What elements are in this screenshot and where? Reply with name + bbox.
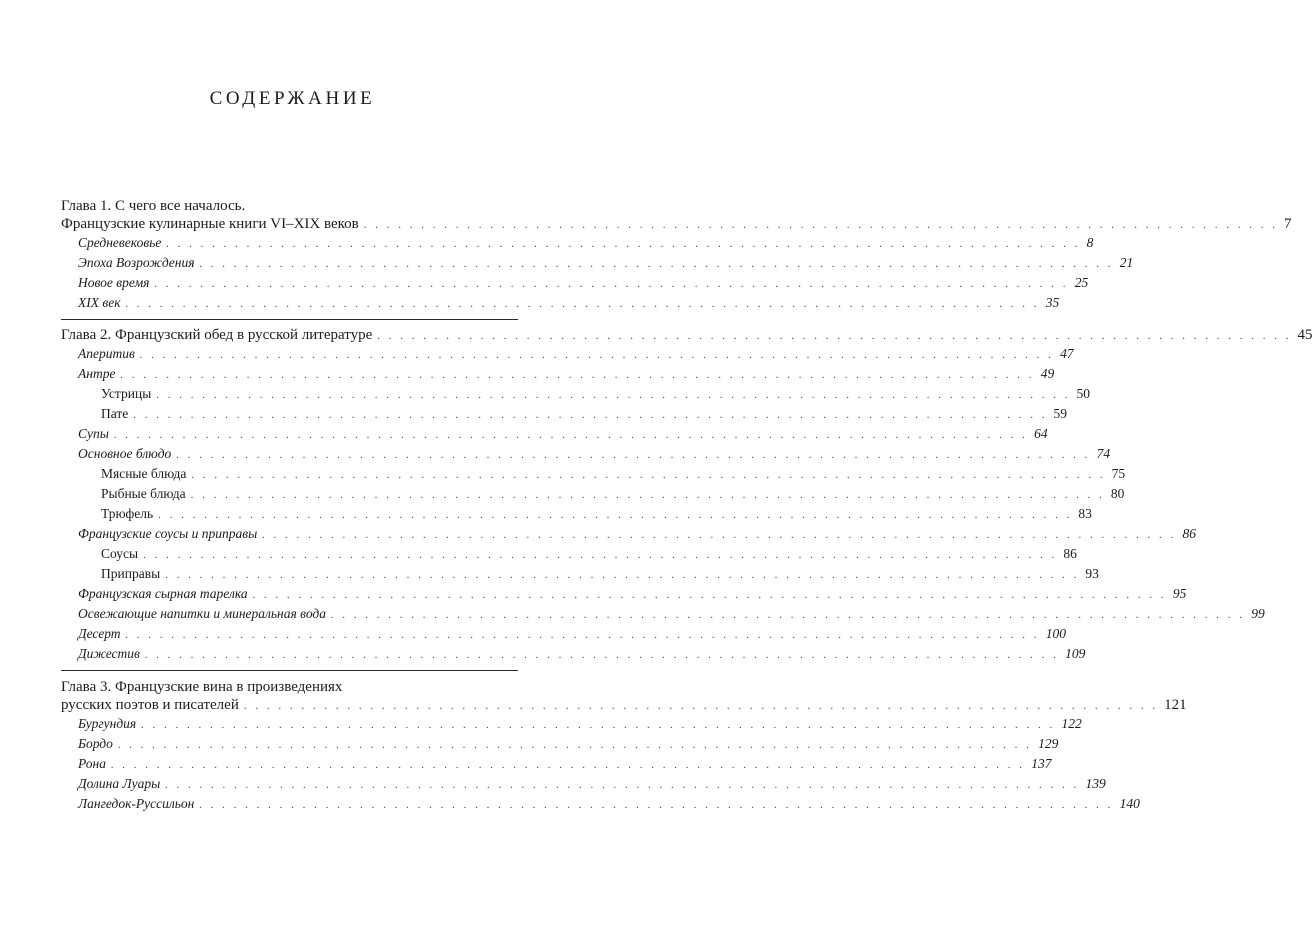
toc-entry-label: русских поэтов и писателей	[61, 697, 239, 713]
dot-leader: . . . . . . . . . . . . . . . . . . . . . . . . . . . . . . . . . . . . . . . . . . . . . . . . . . . . . . . . . . . . . . . . . . . . . . . . . . . . . . . .	[331, 609, 1246, 621]
dot-leader: . . . . . . . . . . . . . . . . . . . . . . . . . . . . . . . . . . . . . . . . . . . . . . . . . . . . . . . . . . . . . . . . . . . . . . . . . . . . . . . .	[166, 238, 1081, 250]
toc-entry-label: Освежающие напитки и минеральная вода	[78, 606, 326, 621]
toc-entry-label: Лангедок-Руссильон	[78, 796, 195, 811]
dot-leader: . . . . . . . . . . . . . . . . . . . . . . . . . . . . . . . . . . . . . . . . . . . . . . . . . . . . . . . . . . . . . . . . . . . . . . . . . . . . . . . .	[165, 569, 1080, 581]
dot-leader: . . . . . . . . . . . . . . . . . . . . . . . . . . . . . . . . . . . . . . . . . . . . . . . . . . . . . . . . . . . . . . . . . . . . . . . . . . . . . . . .	[199, 799, 1114, 811]
dot-leader: . . . . . . . . . . . . . . . . . . . . . . . . . . . . . . . . . . . . . . . . . . . . . . . . . . . . . . . . . . . . . . . . . . . . . . . . . . . . . . . .	[113, 429, 1029, 441]
toc-page-number: 64	[1034, 426, 1048, 441]
chapter-title: Глава 3. Французские вина в произведениях	[61, 679, 343, 695]
toc-page-number: 140	[1119, 796, 1140, 811]
toc-page-number: 80	[1110, 486, 1125, 501]
toc-page-number: 109	[1065, 646, 1086, 661]
dot-leader: . . . . . . . . . . . . . . . . . . . . . . . . . . . . . . . . . . . . . . . . . . . . . . . . . . . . . . . . . . . . . . . . . . . . . . . . . . . . . . . .	[243, 700, 1159, 712]
dot-leader: . . . . . . . . . . . . . . . . . . . . . . . . . . . . . . . . . . . . . . . . . . . . . . . . . . . . . . . . . . . . . . . . . . . . . . . . . . . . . . . .	[252, 589, 1167, 601]
dot-leader: . . . . . . . . . . . . . . . . . . . . . . . . . . . . . . . . . . . . . . . . . . . . . . . . . . . . . . . . . . . . . . . . . . . . . . . . . . . . . . . .	[117, 739, 1033, 751]
page-title: СОДЕРЖАНИЕ	[209, 88, 376, 109]
toc-entry-label: Супы	[78, 426, 109, 441]
dot-leader: . . . . . . . . . . . . . . . . . . . . . . . . . . . . . . . . . . . . . . . . . . . . . . . . . . . . . . . . . . . . . . . . . . . . . . . . . . . . . . . .	[141, 719, 1056, 731]
subsection-entry	[61, 466, 1126, 486]
section-entry	[61, 446, 1111, 466]
toc-page-number: 129	[1038, 736, 1059, 751]
toc-entry-label: Французские кулинарные книги VI–XIX веков	[61, 216, 359, 232]
toc-page-number: 45	[1297, 327, 1313, 343]
chapter-divider	[61, 319, 518, 320]
toc-page-number: 86	[1182, 526, 1196, 541]
section-entry	[61, 736, 1059, 756]
dot-leader: . . . . . . . . . . . . . . . . . . . . . . . . . . . . . . . . . . . . . . . . . . . . . . . . . . . . . . . . . . . . . . . . . . . . . . . . . . . . . . . .	[144, 649, 1060, 661]
toc-page-number: 83	[1078, 506, 1092, 521]
toc-entry-label: Пате	[101, 406, 129, 421]
subsection-entry	[61, 486, 1125, 506]
toc-page-number: 137	[1031, 756, 1052, 771]
dot-leader: . . . . . . . . . . . . . . . . . . . . . . . . . . . . . . . . . . . . . . . . . . . . . . . . . . . . . . . . . . . . . . . . . . . . . . . . . . . . . . . .	[158, 509, 1073, 521]
dot-leader: . . . . . . . . . . . . . . . . . . . . . . . . . . . . . . . . . . . . . . . . . . . . . . . . . . . . . . . . . . . . . . . . . . . . . . . . . . . . . . . .	[165, 779, 1080, 791]
toc-page-number: 122	[1061, 716, 1082, 731]
section-entry	[61, 526, 1196, 546]
chapter-entry	[61, 327, 1313, 346]
toc-entry-label: Бургундия	[78, 716, 137, 731]
toc-page-number: 100	[1045, 626, 1067, 641]
dot-leader: . . . . . . . . . . . . . . . . . . . . . . . . . . . . . . . . . . . . . . . . . . . . . . . . . . . . . . . . . . . . . . . . . . . . . . . . . . . . . . . .	[154, 278, 1069, 290]
toc-entry-label: Эпоха Возрождения	[78, 255, 195, 270]
section-entry	[61, 586, 1187, 606]
toc-entry-label: Дижестив	[78, 646, 140, 661]
dot-leader: . . . . . . . . . . . . . . . . . . . . . . . . . . . . . . . . . . . . . . . . . . . . . . . . . . . . . . . . . . . . . . . . . . . . . . . . . . . . . . . .	[139, 349, 1055, 361]
toc-page-number: 35	[1045, 295, 1060, 310]
toc-entry-label: Мясные блюда	[101, 466, 187, 481]
toc-page-number: 50	[1076, 386, 1091, 401]
dot-leader: . . . . . . . . . . . . . . . . . . . . . . . . . . . . . . . . . . . . . . . . . . . . . . . . . . . . . . . . . . . . . . . . . . . . . . . . . . . . . . . .	[125, 298, 1040, 310]
toc-page-number: 59	[1053, 406, 1068, 421]
toc-page-number: 7	[1284, 216, 1292, 232]
toc-entry-label: Французская сырная тарелка	[78, 586, 248, 601]
dot-leader: . . . . . . . . . . . . . . . . . . . . . . . . . . . . . . . . . . . . . . . . . . . . . . . . . . . . . . . . . . . . . . . . . . . . . . . . . . . . . . . .	[191, 469, 1106, 481]
toc-page-number: 75	[1111, 466, 1126, 481]
dot-leader: . . . . . . . . . . . . . . . . . . . . . . . . . . . . . . . . . . . . . . . . . . . . . . . . . . . . . . . . . . . . . . . . . . . . . . . . . . . . . . . .	[199, 258, 1114, 270]
toc-page-number: 139	[1085, 776, 1106, 791]
section-entry	[61, 626, 1067, 646]
subsection-entry	[61, 566, 1099, 586]
dot-leader: . . . . . . . . . . . . . . . . . . . . . . . . . . . . . . . . . . . . . . . . . . . . . . . . . . . . . . . . . . . . . . . . . . . . . . . . . . . . . . . .	[363, 219, 1279, 231]
toc-entry-label: Рона	[78, 756, 106, 771]
section-entry	[61, 716, 1082, 736]
toc-entry-label: XIX век	[78, 295, 121, 310]
dot-leader: . . . . . . . . . . . . . . . . . . . . . . . . . . . . . . . . . . . . . . . . . . . . . . . . . . . . . . . . . . . . . . . . . . . . . . . . . . . . . . . .	[262, 529, 1177, 541]
section-entry	[61, 255, 1134, 275]
toc-entry-label: Аперитив	[78, 346, 135, 361]
dot-leader: . . . . . . . . . . . . . . . . . . . . . . . . . . . . . . . . . . . . . . . . . . . . . . . . . . . . . . . . . . . . . . . . . . . . . . . . . . . . . . . .	[110, 759, 1026, 771]
section-entry	[61, 646, 1086, 666]
chapter-entry	[61, 697, 1187, 716]
chapter-entry	[61, 216, 1292, 235]
toc-page-number: 95	[1172, 586, 1187, 601]
subsection-entry	[61, 406, 1068, 426]
toc-entry-label: Долина Луары	[78, 776, 161, 791]
toc-entry-label: Десерт	[78, 626, 121, 641]
dot-leader: . . . . . . . . . . . . . . . . . . . . . . . . . . . . . . . . . . . . . . . . . . . . . . . . . . . . . . . . . . . . . . . . . . . . . . . . . . . . . . . .	[125, 629, 1040, 641]
section-entry	[61, 426, 1048, 446]
subsection-entry	[61, 506, 1092, 526]
section-entry	[61, 275, 1089, 295]
chapter-block	[61, 675, 1187, 816]
dot-leader: . . . . . . . . . . . . . . . . . . . . . . . . . . . . . . . . . . . . . . . . . . . . . . . . . . . . . . . . . . . . . . . . . . . . . . . . . . . . . . . .	[377, 330, 1292, 342]
toc-page-number: 86	[1063, 546, 1077, 561]
section-entry	[61, 295, 1060, 315]
toc-entry-label: Трюфель	[101, 506, 154, 521]
toc-page-number: 99	[1251, 606, 1265, 621]
chapter-block	[61, 194, 1292, 315]
section-entry	[61, 776, 1106, 796]
toc-page-number: 21	[1119, 255, 1134, 270]
chapter-title: Глава 1. С чего все началось.	[61, 198, 246, 214]
section-entry	[61, 606, 1265, 626]
toc-entry-label: Рыбные блюда	[101, 486, 186, 501]
toc-entry-label: Антре	[78, 366, 116, 381]
toc-entry-label: Соусы	[101, 546, 139, 561]
dot-leader: . . . . . . . . . . . . . . . . . . . . . . . . . . . . . . . . . . . . . . . . . . . . . . . . . . . . . . . . . . . . . . . . . . . . . . . . . . . . . . . .	[143, 549, 1058, 561]
toc-page-number: 121	[1164, 697, 1187, 713]
dot-leader: . . . . . . . . . . . . . . . . . . . . . . . . . . . . . . . . . . . . . . . . . . . . . . . . . . . . . . . . . . . . . . . . . . . . . . . . . . . . . . . .	[190, 489, 1105, 501]
toc-page-number: 49	[1040, 366, 1055, 381]
toc-page-number: 25	[1074, 275, 1089, 290]
toc-entry-label: Новое время	[78, 275, 150, 290]
section-entry	[61, 366, 1055, 386]
dot-leader: . . . . . . . . . . . . . . . . . . . . . . . . . . . . . . . . . . . . . . . . . . . . . . . . . . . . . . . . . . . . . . . . . . . . . . . . . . . . . . . .	[176, 449, 1091, 461]
toc-page-number: 93	[1085, 566, 1099, 581]
toc-page-number: 47	[1060, 346, 1074, 361]
section-entry	[61, 756, 1052, 776]
section-entry	[61, 796, 1140, 816]
chapter-block	[61, 324, 1313, 666]
toc-entry-label: Средневековье	[78, 235, 162, 250]
toc-entry-label: Бордо	[78, 736, 113, 751]
toc-entry-label: Устрицы	[101, 386, 152, 401]
toc-entry-label: Приправы	[101, 566, 161, 581]
toc-entry-label: Глава 2. Французский обед в русской литературе	[61, 327, 373, 343]
subsection-entry	[61, 546, 1077, 566]
dot-leader: . . . . . . . . . . . . . . . . . . . . . . . . . . . . . . . . . . . . . . . . . . . . . . . . . . . . . . . . . . . . . . . . . . . . . . . . . . . . . . . .	[133, 409, 1048, 421]
toc-entry-label: Основное блюдо	[78, 446, 172, 461]
dot-leader: . . . . . . . . . . . . . . . . . . . . . . . . . . . . . . . . . . . . . . . . . . . . . . . . . . . . . . . . . . . . . . . . . . . . . . . . . . . . . . . .	[156, 389, 1071, 401]
section-entry	[61, 346, 1074, 366]
toc-page-number: 74	[1096, 446, 1111, 461]
toc-page-number: 8	[1086, 235, 1094, 250]
toc-entry-label: Французские соусы и приправы	[78, 526, 258, 541]
chapter-divider	[61, 670, 518, 671]
section-entry	[61, 235, 1094, 255]
dot-leader: . . . . . . . . . . . . . . . . . . . . . . . . . . . . . . . . . . . . . . . . . . . . . . . . . . . . . . . . . . . . . . . . . . . . . . . . . . . . . . . .	[120, 369, 1035, 381]
subsection-entry	[61, 386, 1091, 406]
table-of-contents	[61, 194, 1313, 816]
